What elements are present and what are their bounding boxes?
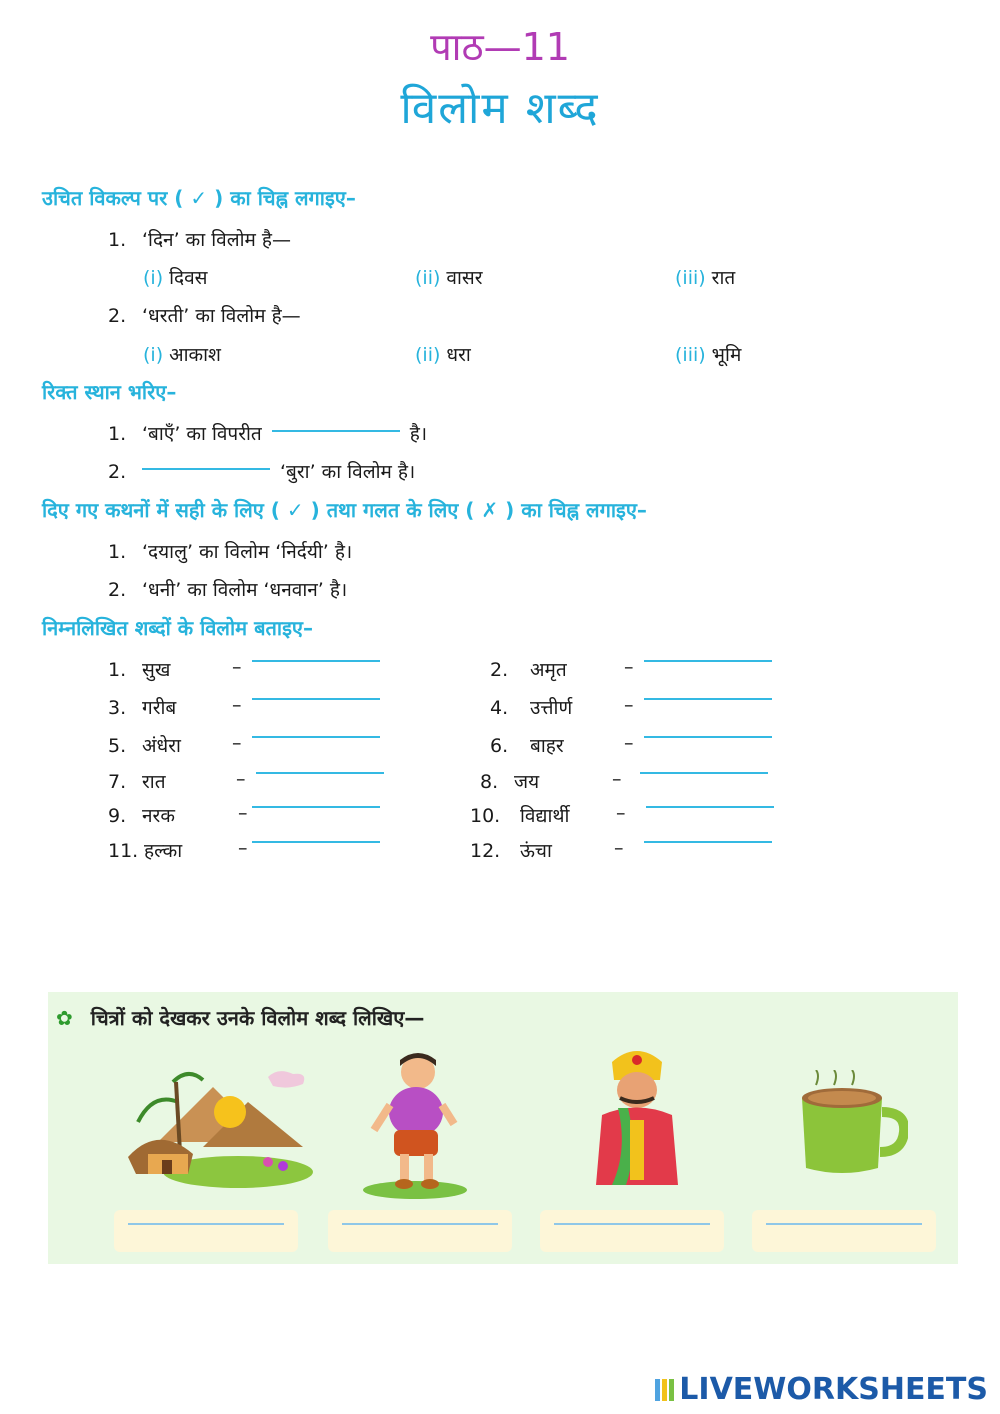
option-1-i[interactable] <box>143 264 208 290</box>
answer-blank[interactable] <box>252 660 380 662</box>
option-label: (iii) <box>675 344 706 366</box>
fat-boy-image <box>360 1050 470 1200</box>
statement-text: ‘धनी’ का विलोम ‘धनवान’ है। <box>142 579 348 601</box>
word-text: बाहर <box>530 735 564 757</box>
word-text: सुख <box>142 659 171 681</box>
word-number: 1. <box>108 659 127 681</box>
dash: – <box>236 768 246 790</box>
question-text-after: ‘बुरा’ का विलोम है। <box>280 461 416 483</box>
answer-blank[interactable] <box>252 841 380 843</box>
picture-answer-box[interactable] <box>328 1210 512 1252</box>
question-text-before: ‘बाएँ’ का विपरीत <box>142 423 262 445</box>
option-1-iii[interactable] <box>675 264 735 290</box>
option-text: आकाश <box>169 344 221 366</box>
question-text: ‘धरती’ का विलोम है— <box>142 305 301 327</box>
word-text: जय <box>514 771 540 793</box>
hut-landscape-image <box>118 1062 313 1192</box>
picture-answer-box[interactable] <box>114 1210 298 1252</box>
option-2-i[interactable] <box>143 341 221 367</box>
answer-line <box>554 1223 710 1225</box>
answer-blank[interactable] <box>640 772 768 774</box>
king-image <box>582 1040 692 1192</box>
word-item <box>108 837 182 863</box>
word-item <box>480 768 539 794</box>
question-text-after: है। <box>409 423 428 445</box>
answer-blank[interactable] <box>142 468 270 470</box>
word-number: 8. <box>480 771 499 793</box>
statement-number: 2. <box>108 579 127 601</box>
word-item <box>490 656 567 682</box>
lesson-number: पाठ—11 <box>430 25 570 69</box>
option-label: (i) <box>143 267 164 289</box>
answer-blank[interactable] <box>252 806 380 808</box>
answer-blank[interactable] <box>252 698 380 700</box>
word-text: नरक <box>142 805 175 827</box>
dash: – <box>614 837 624 859</box>
dash: – <box>624 732 634 754</box>
answer-line <box>342 1223 498 1225</box>
section-heading-opposites: निम्नलिखित शब्दों के विलोम बताइए– <box>42 616 313 640</box>
picture-heading-text: चित्रों को देखकर उनके विलोम शब्द लिखिए— <box>90 1006 425 1030</box>
dash: – <box>232 732 242 754</box>
dash: – <box>232 656 242 678</box>
word-item <box>108 732 181 758</box>
answer-blank[interactable] <box>256 772 384 774</box>
option-label: (i) <box>143 344 164 366</box>
section-heading-choose: उचित विकल्प पर ( ✓ ) का चिह्न लगाइए– <box>42 186 356 210</box>
answer-line <box>766 1223 922 1225</box>
answer-blank[interactable] <box>644 660 772 662</box>
word-number: 9. <box>108 805 127 827</box>
question-number: 1. <box>108 423 127 445</box>
statement-text: ‘दयालु’ का विलोम ‘निर्दयी’ है। <box>142 541 353 563</box>
logo-icon <box>655 1379 675 1401</box>
question-number: 1. <box>108 229 127 251</box>
option-2-ii[interactable] <box>415 341 471 367</box>
answer-blank[interactable] <box>644 698 772 700</box>
word-item <box>490 694 572 720</box>
word-text: रात <box>142 771 166 793</box>
word-item <box>108 656 170 682</box>
word-number: 11. <box>108 840 139 862</box>
word-number: 12. <box>470 840 501 862</box>
option-text: धरा <box>446 344 471 366</box>
answer-blank[interactable] <box>252 736 380 738</box>
word-text: विद्यार्थी <box>520 805 570 827</box>
option-label: (ii) <box>415 267 441 289</box>
question-number: 2. <box>108 305 127 327</box>
option-label: (iii) <box>675 267 706 289</box>
page-title: विलोम शब्द <box>400 83 600 134</box>
dash: – <box>624 694 634 716</box>
picture-answer-box[interactable] <box>540 1210 724 1252</box>
word-number: 10. <box>470 805 501 827</box>
dash: – <box>612 768 622 790</box>
flower-icon: ✿ <box>56 1006 73 1030</box>
word-item <box>490 732 564 758</box>
word-number: 6. <box>490 735 509 757</box>
option-label: (ii) <box>415 344 441 366</box>
word-text: अंधेरा <box>142 735 181 757</box>
word-item <box>108 802 175 828</box>
answer-line <box>128 1223 284 1225</box>
answer-blank[interactable] <box>644 841 772 843</box>
statement-number: 1. <box>108 541 127 563</box>
word-number: 2. <box>490 659 509 681</box>
option-text: भूमि <box>711 344 742 366</box>
word-item <box>470 837 552 863</box>
word-item <box>108 694 176 720</box>
section-heading-true-false: दिए गए कथनों में सही के लिए ( ✓ ) तथा गलत के लिए ( ✗ ) का चिह्न लगाइए– <box>42 498 647 522</box>
question-number: 2. <box>108 461 127 483</box>
word-item <box>470 802 569 828</box>
fill-question-1 <box>108 420 427 446</box>
statement-2[interactable] <box>108 576 347 602</box>
dash: – <box>238 837 248 859</box>
word-text: उत्तीर्ण <box>530 697 573 719</box>
word-number: 5. <box>108 735 127 757</box>
dash: – <box>238 802 248 824</box>
dash: – <box>616 802 626 824</box>
option-text: रात <box>711 267 736 289</box>
question-1 <box>108 226 291 252</box>
dash: – <box>232 694 242 716</box>
answer-blank[interactable] <box>272 430 400 432</box>
option-text: दिवस <box>169 267 208 289</box>
picture-answer-box[interactable] <box>752 1210 936 1252</box>
liveworksheets-logo <box>655 1372 988 1407</box>
word-item <box>108 768 166 794</box>
option-text: वासर <box>446 267 483 289</box>
logo-text: LIVEWORKSHEETS <box>679 1372 988 1407</box>
word-number: 3. <box>108 697 127 719</box>
option-2-iii[interactable] <box>675 341 741 367</box>
answer-blank[interactable] <box>644 736 772 738</box>
word-text: गरीब <box>142 697 177 719</box>
dash: – <box>624 656 634 678</box>
fill-question-2 <box>108 458 415 484</box>
section-heading-fill-blanks: रिक्त स्थान भरिए– <box>42 380 177 404</box>
question-text: ‘दिन’ का विलोम है— <box>142 229 292 251</box>
tea-cup-image <box>796 1070 908 1182</box>
statement-1[interactable] <box>108 538 352 564</box>
word-number: 7. <box>108 771 127 793</box>
option-1-ii[interactable] <box>415 264 483 290</box>
question-2 <box>108 302 301 328</box>
answer-blank[interactable] <box>646 806 774 808</box>
word-text: हल्का <box>144 840 183 862</box>
word-text: अमृत <box>530 659 567 681</box>
picture-section-heading <box>56 1004 424 1031</box>
word-number: 4. <box>490 697 509 719</box>
word-text: ऊंचा <box>520 840 552 862</box>
